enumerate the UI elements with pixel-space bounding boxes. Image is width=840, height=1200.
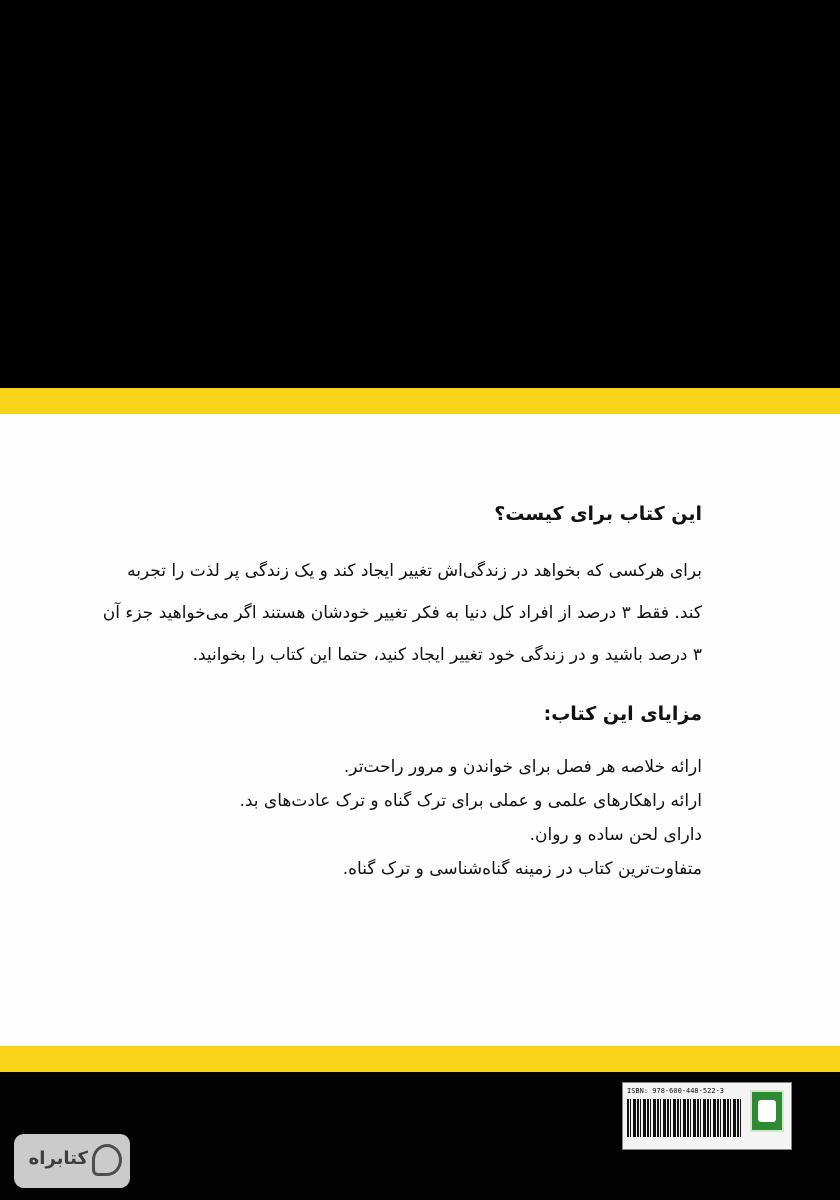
isbn-number: ISBN: 978-600-448-522-3	[627, 1087, 724, 1095]
benefits-list	[102, 750, 702, 886]
watermark-badge	[14, 1134, 130, 1188]
bottom-yellow-stripe	[0, 1046, 840, 1072]
audience-paragraph: برای هرکسی که بخواهد در زندگی‌اش تغییر ایجاد کند و یک زندگی پر لذت را تجربه کند. فقط ۳ درصد از افراد کل دنیا به فکر تغییر خودشان هستند اگر می‌خواهید جزء آن ۳ درصد باشید و در زندگی خود تغییر ایجاد کنید، حتما این کتاب را بخوانید.	[102, 561, 702, 665]
top-black-area	[0, 0, 840, 388]
watermark-logo-icon	[92, 1144, 122, 1176]
watermark-label: کتابراه	[28, 1148, 88, 1169]
benefit-item: دارای لحن ساده و روان.	[529, 825, 702, 845]
benefit-item: متفاوت‌ترین کتاب در زمینه گناه‌شناسی و ترک گناه.	[342, 859, 702, 879]
benefits-heading: مزایای این کتاب:	[543, 703, 702, 725]
who-is-this-book-for-heading: این کتاب برای کیست؟	[494, 503, 702, 525]
benefit-item: ارائه خلاصه هر فصل برای خواندن و مرور راحت‌تر.	[343, 757, 702, 777]
barcode-bars	[627, 1099, 741, 1137]
benefit-item: ارائه راهکارهای علمی و عملی برای ترک گناه و ترک عادت‌های بد.	[239, 791, 702, 811]
back-cover-text	[102, 500, 702, 886]
top-yellow-stripe	[0, 388, 840, 414]
publisher-logo-icon	[750, 1090, 784, 1132]
publisher-logo-mark	[758, 1100, 776, 1122]
